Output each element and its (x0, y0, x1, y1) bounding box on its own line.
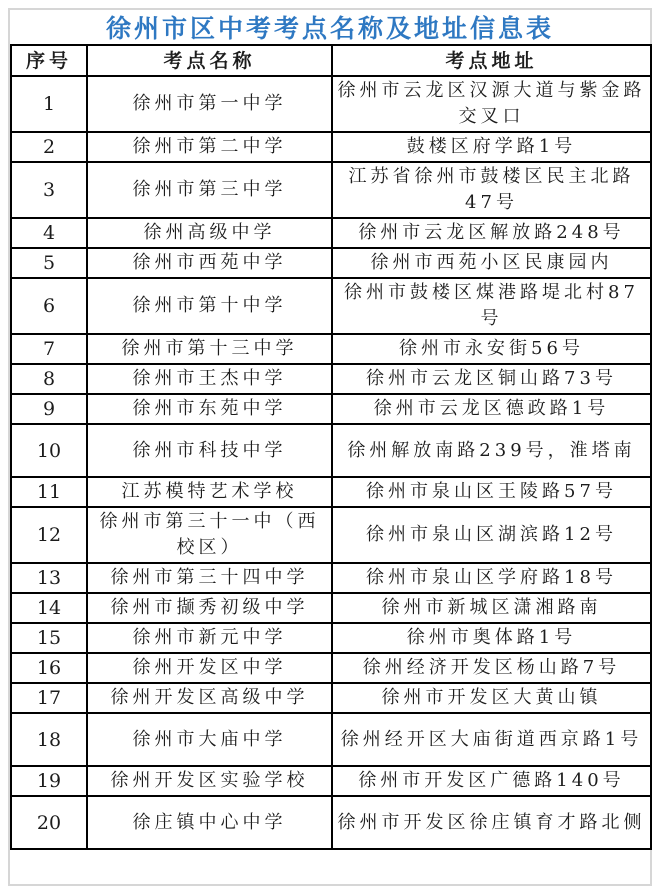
row-number-cell: 15 (11, 623, 87, 653)
table-row (11, 477, 651, 507)
column-header-number: 序号 (11, 45, 87, 76)
site-address-cell: 徐州经济开发区杨山路7号 (332, 653, 651, 683)
table-row (11, 713, 651, 766)
site-address-cell: 徐州市泉山区王陵路57号 (332, 477, 651, 507)
site-name-cell: 徐州市第三十一中（西校区） (87, 507, 332, 563)
table-row (11, 593, 651, 623)
site-address-cell: 徐州市云龙区德政路1号 (332, 394, 651, 424)
site-address-cell: 徐州市鼓楼区煤港路堤北村87号 (332, 278, 651, 334)
table-row (11, 162, 651, 218)
row-number-cell: 18 (11, 713, 87, 766)
row-number-cell: 5 (11, 248, 87, 278)
document-frame (8, 8, 652, 886)
row-number-cell: 20 (11, 796, 87, 849)
site-name-cell: 徐州高级中学 (87, 218, 332, 248)
site-address-cell: 徐州解放南路239号，淮塔南 (332, 424, 651, 477)
row-number-cell: 7 (11, 334, 87, 364)
row-number-cell: 10 (11, 424, 87, 477)
row-number-cell: 2 (11, 132, 87, 162)
table-row (11, 132, 651, 162)
site-name-cell: 徐州市新元中学 (87, 623, 332, 653)
site-name-cell: 徐州市第三中学 (87, 162, 332, 218)
site-address-cell: 徐州市开发区广德路140号 (332, 766, 651, 796)
table-row (11, 796, 651, 849)
row-number-cell: 17 (11, 683, 87, 713)
site-name-cell: 徐州市第二中学 (87, 132, 332, 162)
row-number-cell: 19 (11, 766, 87, 796)
table-row (11, 334, 651, 364)
site-name-cell: 徐州市西苑中学 (87, 248, 332, 278)
site-address-cell: 徐州市泉山区湖滨路12号 (332, 507, 651, 563)
table-row (11, 766, 651, 796)
row-number-cell: 9 (11, 394, 87, 424)
row-number-cell: 16 (11, 653, 87, 683)
table-row (11, 278, 651, 334)
table-row (11, 394, 651, 424)
site-name-cell: 徐州市第一中学 (87, 76, 332, 132)
site-address-cell: 徐州市永安街56号 (332, 334, 651, 364)
site-name-cell: 徐州市王杰中学 (87, 364, 332, 394)
row-number-cell: 8 (11, 364, 87, 394)
site-name-cell: 徐州市第十三中学 (87, 334, 332, 364)
site-name-cell: 徐州开发区高级中学 (87, 683, 332, 713)
site-address-cell: 徐州市云龙区解放路248号 (332, 218, 651, 248)
site-address-cell: 徐州市云龙区铜山路73号 (332, 364, 651, 394)
column-header-site-name: 考点名称 (87, 45, 332, 76)
site-name-cell: 徐州市第三十四中学 (87, 563, 332, 593)
site-address-cell: 徐州市开发区徐庄镇育才路北侧 (332, 796, 651, 849)
column-header-site-address: 考点地址 (332, 45, 651, 76)
site-name-cell: 徐州开发区实验学校 (87, 766, 332, 796)
table-row (11, 683, 651, 713)
table-row (11, 248, 651, 278)
row-number-cell: 13 (11, 563, 87, 593)
table-row (11, 507, 651, 563)
row-number-cell: 14 (11, 593, 87, 623)
site-address-cell: 鼓楼区府学路1号 (332, 132, 651, 162)
table-row (11, 623, 651, 653)
table-row (11, 563, 651, 593)
row-number-cell: 6 (11, 278, 87, 334)
row-number-cell: 4 (11, 218, 87, 248)
site-address-cell: 徐州市云龙区汉源大道与紫金路交叉口 (332, 76, 651, 132)
site-address-cell: 徐州经开区大庙街道西京路1号 (332, 713, 651, 766)
site-name-cell: 徐州市撷秀初级中学 (87, 593, 332, 623)
page-title: 徐州市区中考考点名称及地址信息表 (105, 14, 554, 43)
table-header (11, 45, 651, 76)
site-address-cell: 徐州市奥体路1号 (332, 623, 651, 653)
row-number-cell: 3 (11, 162, 87, 218)
site-name-cell: 徐州市科技中学 (87, 424, 332, 477)
row-number-cell: 1 (11, 76, 87, 132)
site-name-cell: 徐庄镇中心中学 (87, 796, 332, 849)
site-name-cell: 徐州市大庙中学 (87, 713, 332, 766)
table-row (11, 76, 651, 132)
header-row (11, 45, 651, 76)
site-address-cell: 徐州市泉山区学府路18号 (332, 563, 651, 593)
table-body (11, 76, 651, 849)
row-number-cell: 12 (11, 507, 87, 563)
site-address-cell: 江苏省徐州市鼓楼区民主北路47号 (332, 162, 651, 218)
site-name-cell: 徐州开发区中学 (87, 653, 332, 683)
site-address-cell: 徐州市新城区潇湘路南 (332, 593, 651, 623)
table-row (11, 364, 651, 394)
site-name-cell: 徐州市东苑中学 (87, 394, 332, 424)
site-address-cell: 徐州市开发区大黄山镇 (332, 683, 651, 713)
site-address-cell: 徐州市西苑小区民康园内 (332, 248, 651, 278)
site-name-cell: 徐州市第十中学 (87, 278, 332, 334)
table-row (11, 218, 651, 248)
table-row (11, 424, 651, 477)
table-row (11, 653, 651, 683)
site-name-cell: 江苏模特艺术学校 (87, 477, 332, 507)
row-number-cell: 11 (11, 477, 87, 507)
exam-sites-table (10, 44, 652, 850)
